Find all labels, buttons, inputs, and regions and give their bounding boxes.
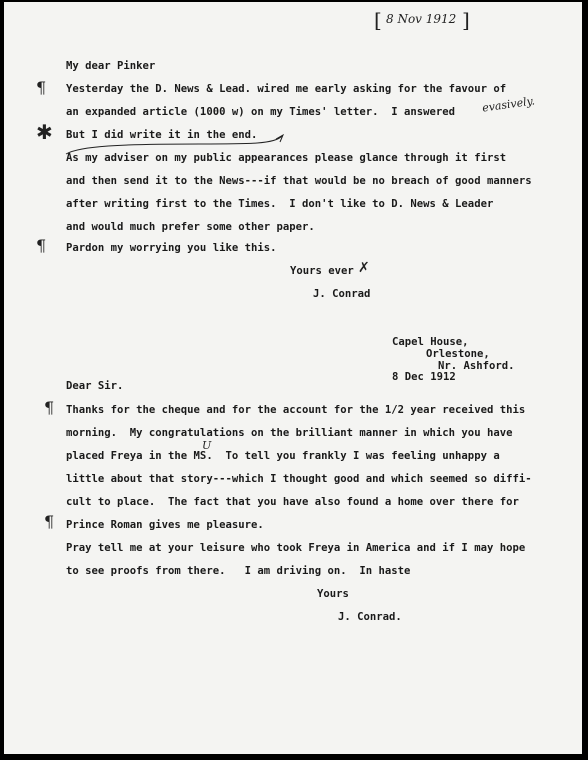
address-line: Nr. Ashford.: [438, 360, 515, 372]
address-line: Orlestone,: [426, 348, 490, 360]
letter2-line: Prince Roman gives me pleasure.: [66, 519, 264, 531]
signature-flourish-icon: ✗: [358, 260, 370, 276]
letter2-line: cult to place. The fact that you have also found a home over there for: [66, 496, 519, 508]
letter2-line: placed Freya in the MS. To tell you frankly I was feeling unhappy a: [66, 450, 500, 462]
paragraph-mark-icon: ¶: [44, 512, 55, 531]
address-line: Capel House,: [392, 336, 469, 348]
letter-page: [4, 2, 582, 754]
date-bracket-left: [: [374, 8, 382, 32]
letter1-signature: J. Conrad: [313, 288, 371, 300]
date-stamp: 8 Nov 1912: [386, 12, 457, 26]
letter1-line: As my adviser on my public appearances please glance through it first: [66, 152, 507, 164]
asterisk-mark-icon: ✱: [36, 120, 53, 144]
letter2-line: Thanks for the cheque and for the account for the 1/2 year received this: [66, 404, 526, 416]
letter1-line: Pardon my worrying you like this.: [66, 242, 277, 254]
paragraph-mark-icon: ¶: [36, 78, 47, 97]
letter1-line: after writing first to the Times. I don't like to D. News & Leader: [66, 198, 494, 210]
letter2-line: to see proofs from there. I am driving on. In haste: [66, 565, 411, 577]
date-bracket-right: ]: [462, 8, 470, 32]
letter1-line: and then send it to the News---if that would be no breach of good manners: [66, 175, 532, 187]
letter1-salutation: My dear Pinker: [66, 60, 156, 72]
letter1-line: an expanded article (1000 w) on my Times' letter. I answered: [66, 106, 456, 118]
letter1-line: and would much prefer some other paper.: [66, 221, 315, 233]
letter2-line: Pray tell me at your leisure who took Freya in America and if I may hope: [66, 542, 526, 554]
insert-mark: U: [202, 439, 212, 452]
handwritten-annotation: evasively.: [481, 94, 536, 115]
letter1-line: Yesterday the D. News & Lead. wired me early asking for the favour of: [66, 83, 507, 95]
letter2-line: morning. My congratulations on the brilliant manner in which you have: [66, 427, 513, 439]
letter1-line: But I did write it in the end.: [66, 129, 258, 141]
paragraph-mark-icon: ¶: [36, 236, 47, 255]
address-line: 8 Dec 1912: [392, 371, 456, 383]
paragraph-mark-icon: ¶: [44, 398, 55, 417]
letter2-closing: Yours: [317, 588, 349, 600]
letter2-salutation: Dear Sir.: [66, 380, 124, 392]
letter2-line: little about that story---which I thought good and which seemed so diffi-: [66, 473, 532, 485]
letter2-signature: J. Conrad.: [338, 611, 402, 623]
letter1-closing: Yours ever: [290, 265, 354, 277]
